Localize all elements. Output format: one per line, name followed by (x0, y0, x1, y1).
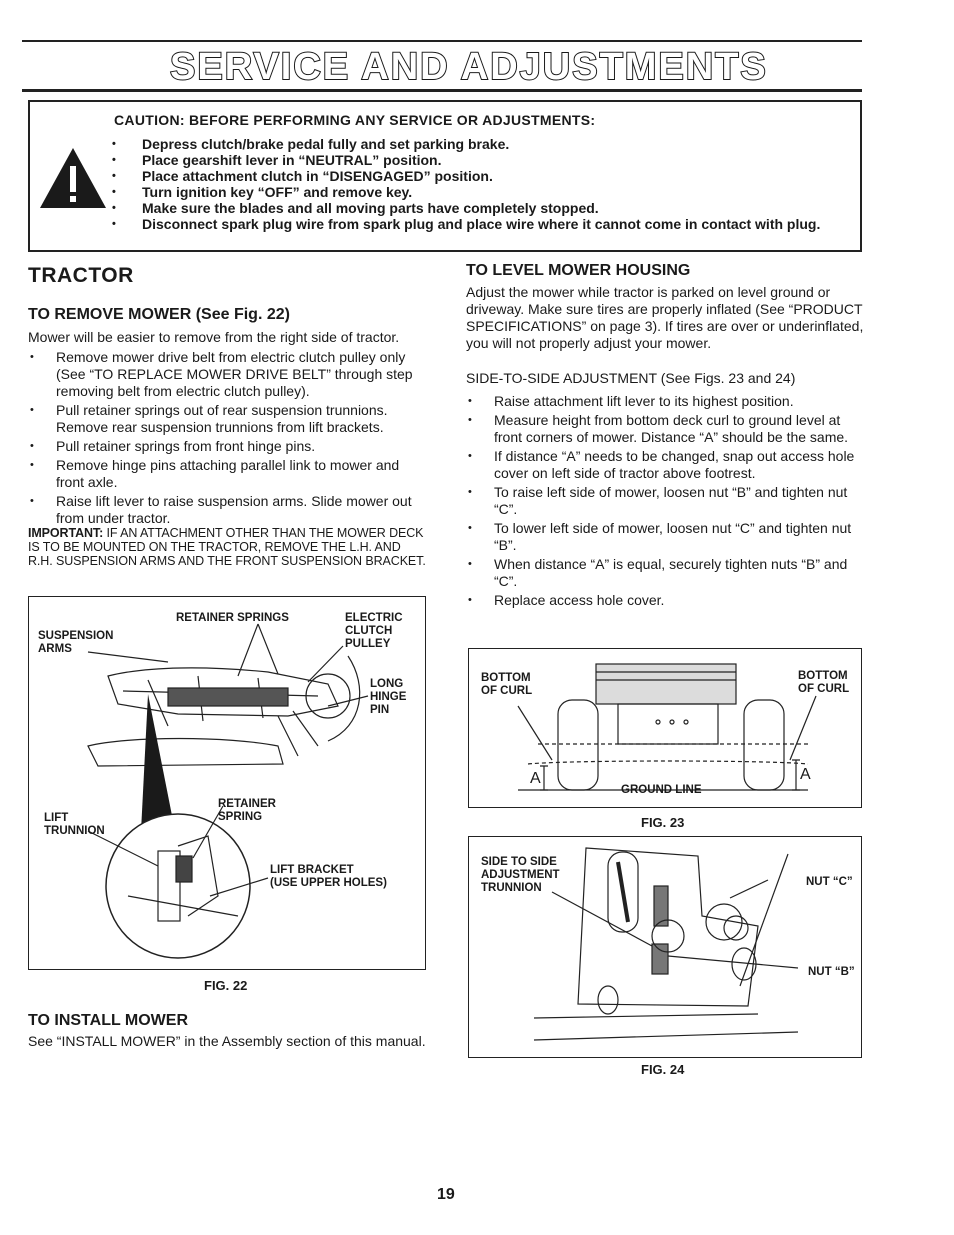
fig24-label-nut-c: NUT “C” (806, 876, 853, 888)
caution-heading: CAUTION: BEFORE PERFORMING ANY SERVICE OR ADJUSTMENTS: (114, 112, 596, 128)
list-item: • To lower left side of mower, loosen nut “C” and tighten nut “B”. (466, 520, 864, 554)
fig22-caption: FIG. 22 (204, 978, 248, 993)
important-note (28, 526, 428, 568)
caution-item: • Turn ignition key “OFF” and remove key. (110, 184, 850, 200)
page-title: SERVICE AND ADJUSTMENTS (170, 46, 768, 88)
warning-triangle-icon (38, 146, 108, 210)
list-item: • Remove mower drive belt from electric clutch pulley only (See “TO REPLACE MOWER DRIVE BELT” through step removing belt from electric clutch pulley). (28, 349, 428, 400)
page-number: 19 (437, 1186, 455, 1203)
level-mower-heading: TO LEVEL MOWER HOUSING (466, 262, 691, 279)
level-intro: Adjust the mower while tractor is parked on level ground or driveway. Make sure tires are properly inflated (See “PRODUCT SPECIFICATIONS” on page 3). If tires are over or underinflated, you will not properly adjust your mower. (466, 284, 864, 351)
fig23-label-bottom-of-curl-right: BOTTOM OF CURL (798, 670, 850, 695)
fig22-label-retainer-spring: RETAINER SPRING (218, 798, 276, 823)
fig24-label-nut-b: NUT “B” (808, 966, 855, 978)
list-item: • Raise lift lever to raise suspension arms. Slide mower out from under tractor. (28, 493, 428, 527)
caution-item: • Disconnect spark plug wire from spark plug and place wire where it cannot come in contact with plug. (110, 216, 850, 232)
fig22-label-lift-bracket: LIFT BRACKET (USE UPPER HOLES) (270, 864, 387, 889)
caution-item: • Place attachment clutch in “DISENGAGED” position. (110, 168, 850, 184)
list-item: • When distance “A” is equal, securely tighten nuts “B” and “C”. (466, 556, 864, 590)
caution-list (110, 136, 850, 232)
remove-intro: Mower will be easier to remove from the right side of tractor. (28, 329, 400, 345)
header-rule (22, 40, 862, 42)
fig24-label-trunnion: SIDE TO SIDE ADJUSTMENT TRUNNION (481, 856, 560, 894)
list-item: • Pull retainer springs from front hinge pins. (28, 438, 428, 455)
fig22-label-retainer-springs: RETAINER SPRINGS (176, 612, 289, 624)
section-title-tractor: TRACTOR (28, 264, 134, 287)
fig22-label-electric-clutch-pulley: ELECTRIC CLUTCH PULLEY (345, 612, 403, 650)
fig23-caption: FIG. 23 (641, 815, 685, 830)
caution-item: • Place gearshift lever in “NEUTRAL” position. (110, 152, 850, 168)
install-mower-heading: TO INSTALL MOWER (28, 1012, 188, 1029)
list-item: • Raise attachment lift lever to its highest position. (466, 393, 864, 410)
remove-mower-heading: TO REMOVE MOWER (See Fig. 22) (28, 306, 290, 323)
side-to-side-subheading: SIDE-TO-SIDE ADJUSTMENT (See Figs. 23 and 24) (466, 370, 796, 386)
fig22-label-suspension-arms: SUSPENSION ARMS (38, 630, 114, 655)
title-underline (22, 89, 862, 92)
fig22-label-lift-trunnion: LIFT TRUNNION (44, 812, 105, 837)
fig23-label-ground-line: GROUND LINE (621, 784, 702, 796)
fig23-label-a-left: A (530, 770, 541, 787)
level-steps (466, 393, 864, 611)
list-item: • To raise left side of mower, loosen nut “B” and tighten nut “C”. (466, 484, 864, 518)
important-text: IF AN ATTACHMENT OTHER THAN THE MOWER DECK IS TO BE MOUNTED ON THE TRACTOR, REMOVE THE L.H. AND R.H. SUSPENSION ARMS AND THE FRONT SUSPENSION BRACKET. (28, 526, 426, 568)
install-text: See “INSTALL MOWER” in the Assembly section of this manual. (28, 1033, 426, 1049)
list-item: • If distance “A” needs to be changed, snap out access hole cover on left side of tractor above footrest. (466, 448, 864, 482)
fig23-label-bottom-of-curl-left: BOTTOM OF CURL (481, 672, 533, 697)
remove-steps (28, 349, 428, 529)
important-label: IMPORTANT: (28, 526, 104, 540)
fig23-label-a-right: A (800, 766, 811, 783)
list-item: • Measure height from bottom deck curl to ground level at front corners of mower. Distance “A” should be the same. (466, 412, 864, 446)
fig24-caption: FIG. 24 (641, 1062, 685, 1077)
fig22-label-long-hinge-pin: LONG HINGE PIN (370, 678, 407, 716)
caution-item: • Make sure the blades and all moving parts have completely stopped. (110, 200, 850, 216)
list-item: • Replace access hole cover. (466, 592, 864, 609)
caution-item: • Depress clutch/brake pedal fully and set parking brake. (110, 136, 850, 152)
list-item: • Pull retainer springs out of rear suspension trunnions. Remove rear suspension trunnions from lift brackets. (28, 402, 428, 436)
list-item: • Remove hinge pins attaching parallel link to mower and front axle. (28, 457, 428, 491)
